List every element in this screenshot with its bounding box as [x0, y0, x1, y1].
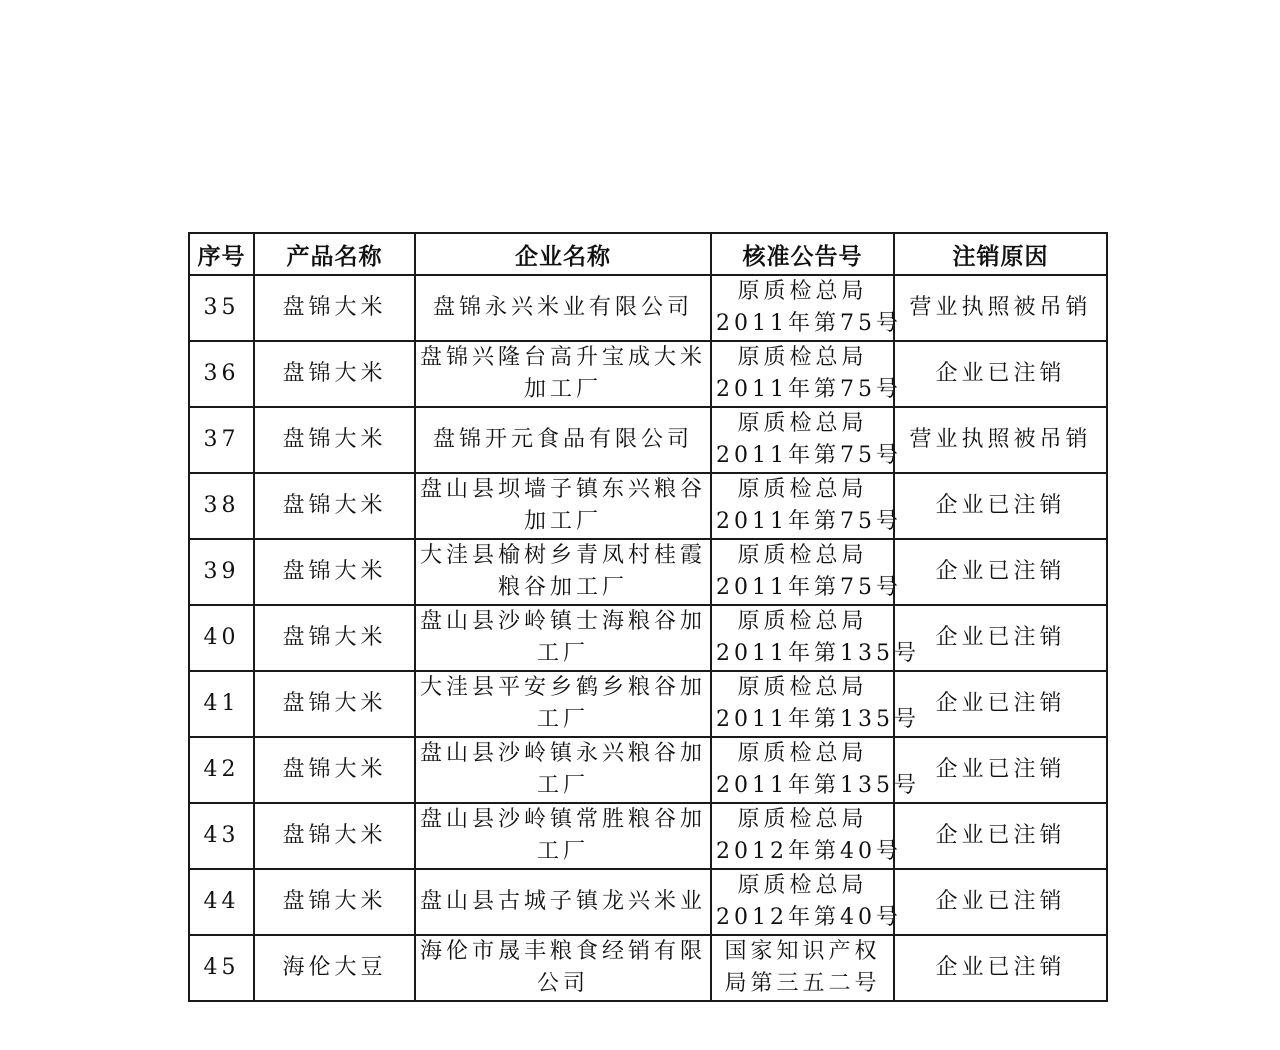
company-name-line: 盘锦兴隆台高升宝成大米 — [420, 345, 707, 370]
table-body — [189, 275, 1107, 1001]
company-name-line: 盘锦开元食品有限公司 — [432, 427, 693, 452]
notice-line: 原质检总局 — [737, 477, 868, 502]
cell-reason: 企业已注销 — [894, 671, 1107, 737]
company-name-line: 盘锦永兴米业有限公司 — [432, 295, 693, 320]
table-row — [189, 737, 1107, 803]
cell-notice — [711, 605, 920, 671]
notice-line: 2012年第40号 — [716, 905, 902, 930]
revocation-table — [188, 232, 1108, 1002]
notice-line: 2011年第135号 — [716, 641, 920, 666]
cell-notice — [711, 803, 902, 869]
cell-seq: 37 — [189, 407, 254, 473]
company-name-line: 海伦市晟丰粮食经销有限 — [420, 939, 707, 964]
notice-line: 原质检总局 — [737, 279, 868, 304]
company-name-line: 粮谷加工厂 — [497, 575, 628, 600]
table-row — [189, 407, 1107, 473]
notice-line: 原质检总局 — [737, 609, 868, 634]
cell-product: 盘锦大米 — [254, 275, 415, 341]
table-row — [189, 803, 1107, 869]
header-company: 企业名称 — [415, 233, 711, 275]
table-row — [189, 341, 1107, 407]
notice-line: 原质检总局 — [737, 741, 868, 766]
cell-seq: 39 — [189, 539, 254, 605]
notice-line: 国家知识产权 — [724, 939, 881, 964]
company-name-line: 工厂 — [536, 707, 589, 732]
cell-seq: 38 — [189, 473, 254, 539]
company-name-line: 工厂 — [536, 641, 589, 666]
cell-seq: 40 — [189, 605, 254, 671]
cell-notice — [711, 539, 902, 605]
company-name-line: 盘山县沙岭镇永兴粮谷加 — [420, 741, 707, 766]
notice-line: 2012年第40号 — [716, 839, 902, 864]
cell-product: 盘锦大米 — [254, 341, 415, 407]
cell-seq: 36 — [189, 341, 254, 407]
cell-company — [415, 935, 711, 1001]
notice-line: 原质检总局 — [737, 807, 868, 832]
company-name-line: 工厂 — [536, 773, 589, 798]
notice-line: 原质检总局 — [737, 543, 868, 568]
cell-reason: 营业执照被吊销 — [894, 407, 1107, 473]
notice-line: 2011年第75号 — [716, 377, 902, 402]
cell-notice — [711, 407, 902, 473]
cell-product: 盘锦大米 — [254, 803, 415, 869]
cell-notice — [711, 671, 920, 737]
cell-seq: 45 — [189, 935, 254, 1001]
company-name-line: 盘山县沙岭镇常胜粮谷加 — [420, 807, 707, 832]
cell-notice — [711, 935, 894, 1001]
notice-line: 2011年第75号 — [716, 311, 902, 336]
company-name-line: 盘山县坝墙子镇东兴粮谷 — [420, 477, 707, 502]
cell-reason: 企业已注销 — [894, 539, 1107, 605]
company-name-line: 加工厂 — [523, 509, 602, 534]
table-row — [189, 473, 1107, 539]
notice-line: 2011年第75号 — [716, 575, 902, 600]
cell-reason: 企业已注销 — [894, 935, 1107, 1001]
cell-notice — [711, 473, 902, 539]
header-notice: 核准公告号 — [711, 233, 894, 275]
cell-company — [415, 407, 711, 473]
cell-seq: 43 — [189, 803, 254, 869]
notice-line: 局第三五二号 — [724, 971, 881, 996]
cell-notice — [711, 737, 920, 803]
notice-line: 原质检总局 — [737, 675, 868, 700]
cell-product: 盘锦大米 — [254, 869, 415, 935]
company-name-line: 盘山县沙岭镇士海粮谷加 — [420, 609, 707, 634]
company-name-line: 盘山县古城子镇龙兴米业 — [420, 889, 707, 914]
cell-reason: 企业已注销 — [894, 803, 1107, 869]
notice-line: 2011年第135号 — [716, 707, 920, 732]
table-row — [189, 671, 1107, 737]
company-name-line: 大洼县平安乡鹤乡粮谷加 — [420, 675, 707, 700]
cell-seq: 35 — [189, 275, 254, 341]
company-name-line: 加工厂 — [523, 377, 602, 402]
cell-notice — [711, 869, 902, 935]
cell-company — [415, 341, 711, 407]
cell-reason: 企业已注销 — [894, 605, 1107, 671]
cell-reason: 企业已注销 — [894, 341, 1107, 407]
cell-product: 盘锦大米 — [254, 407, 415, 473]
header-product: 产品名称 — [254, 233, 415, 275]
cell-reason: 企业已注销 — [894, 737, 1107, 803]
cell-company — [415, 473, 711, 539]
header-reason: 注销原因 — [894, 233, 1107, 275]
cell-company — [415, 803, 711, 869]
table-row — [189, 539, 1107, 605]
cell-notice — [711, 275, 902, 341]
notice-line: 2011年第75号 — [716, 443, 902, 468]
cell-seq: 42 — [189, 737, 254, 803]
cell-company — [415, 737, 711, 803]
cell-reason: 营业执照被吊销 — [894, 275, 1107, 341]
company-name-line: 公司 — [536, 971, 589, 996]
cell-product: 海伦大豆 — [254, 935, 415, 1001]
table-row — [189, 275, 1107, 341]
cell-company — [415, 539, 711, 605]
cell-product: 盘锦大米 — [254, 473, 415, 539]
cell-company — [415, 869, 711, 935]
table-row — [189, 605, 1107, 671]
company-name-line: 大洼县榆树乡青凤村桂霞 — [420, 543, 707, 568]
notice-line: 2011年第135号 — [716, 773, 920, 798]
cell-product: 盘锦大米 — [254, 605, 415, 671]
cell-company — [415, 605, 711, 671]
table-row — [189, 935, 1107, 1001]
cell-seq: 41 — [189, 671, 254, 737]
cell-reason: 企业已注销 — [894, 869, 1107, 935]
company-name-line: 工厂 — [536, 839, 589, 864]
cell-reason: 企业已注销 — [894, 473, 1107, 539]
notice-line: 原质检总局 — [737, 873, 868, 898]
notice-line: 原质检总局 — [737, 345, 868, 370]
cell-product: 盘锦大米 — [254, 539, 415, 605]
table-row — [189, 869, 1107, 935]
notice-line: 原质检总局 — [737, 411, 868, 436]
notice-line: 2011年第75号 — [716, 509, 902, 534]
cell-product: 盘锦大米 — [254, 671, 415, 737]
cell-company — [415, 671, 711, 737]
header-seq: 序号 — [189, 233, 254, 275]
table-header-row — [189, 233, 1107, 275]
cell-product: 盘锦大米 — [254, 737, 415, 803]
cell-notice — [711, 341, 902, 407]
cell-seq: 44 — [189, 869, 254, 935]
cell-company — [415, 275, 711, 341]
